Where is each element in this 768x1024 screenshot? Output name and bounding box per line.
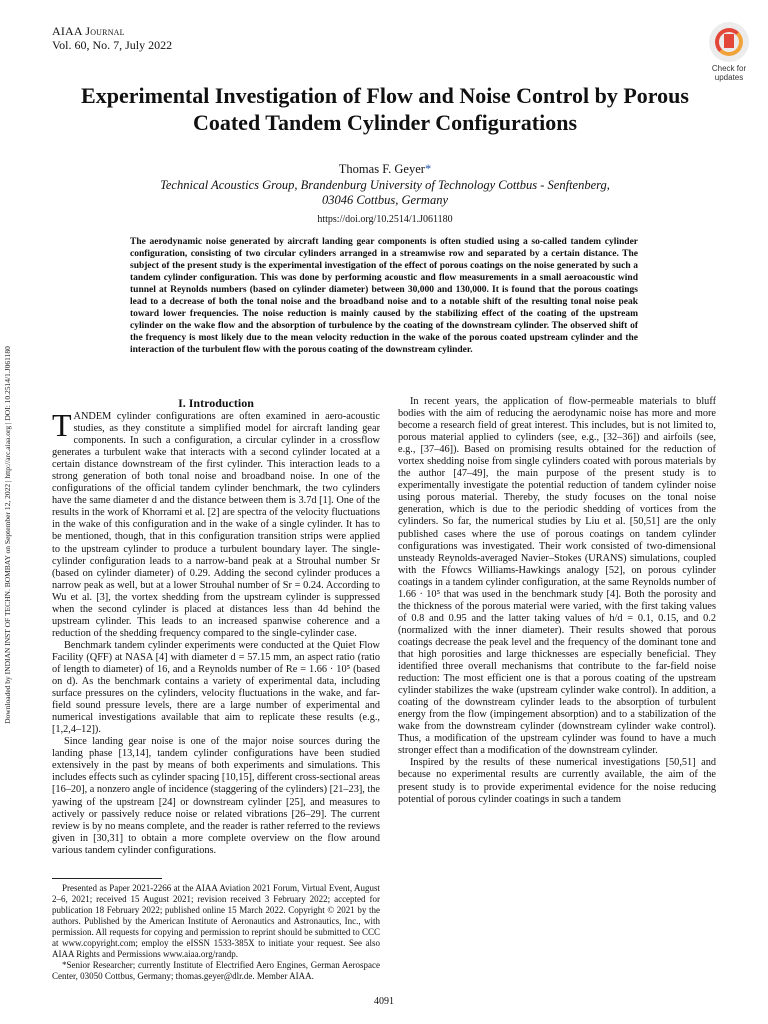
affiliation: Technical Acoustics Group, Brandenburg University of Technology Cottbus - Senftenberg, 03046 Cottbus, Germany — [160, 178, 610, 207]
footnote-publication: Presented as Paper 2021-2266 at the AIAA Aviation 2021 Forum, Virtual Event, August 2–6, 2021; received 15 August 2021; revision received 3 February 2022; accepted for publication 18 February 2022; published online 15 March 2022. Copyright © 2021 by the authors. Published by the American Institute of Aeronautics and Astronautics, Inc., with permission. All requests for copying and permission to reprint should be submitted to CCC at www.copyright.com; employ the eISSN 1533-385X to initiate your request. See also AIAA Rights and Permissions www.aiaa.org/randp. — [52, 883, 380, 959]
paper-title: Experimental Investigation of Flow and Noise Control by Porous Coated Tandem Cylinder Configurations — [81, 83, 689, 135]
footnote-rule — [52, 878, 162, 879]
footnotes — [52, 883, 380, 982]
intro-paragraph-4: In recent years, the application of flow-permeable materials to bluff bodies with the aim of reducing the aerodynamic noise has more and more become a research field of great interest. This includes, but is not limited to, porous material applied to cylinders (see, e.g., [32–36]) and airfoils (see, e.g., [37–46]). Based on promising results obtained for the reduction of vortex shedding noise from single cylinders coated with porous materials by the author [47–49], the main purpose of the present study is to experimentally investigate the potential reduction of tandem cylinder noise using porous material. Thereby, the study focuses on the tonal noise generation, which is due to the periodic shedding of vortices from the cylinders. So far, the numerical studies by Liu et al. [50,51] are the only published cases where the use of porous coatings on tandem cylinder configurations was investigated. Their work consisted of two-dimensional unsteady Reynolds-averaged Navier–Stokes (URANS) simulations, coupled with the Ffowcs Williams-Hawkings analogy [52], on porous cylinder coatings in a tandem cylinder configuration, at the same Reynolds number of 1.66 · 10⁵ that was used in the benchmark study [4]. Both the porosity and the thickness of the porous material were varied, with the first taking values of 0.8 and 0.95 and the latter taking values of h/d = 0.1, 0.15, and 0.2 (normalized with the inner diameter). Their results showed that porous coatings decrease the peak level and the frequency of the dominant tone and that high porosities and large thicknesses are especially beneficial. They identified three overall mechanisms that contribute to the far-field noise reduction: The most efficient one is that a porous coating of the upstream cylinder stabilizes the wake (upstream cylinder wake control). In addition, a coating of the downstream cylinder leads to the absorption of turbulent energy from the flow (impingement absorption) and to a stabilization of the wake from the downstream cylinder (downstream cylinder wake control). Thus, a modification of the upstream cylinder was found to have a much stronger effect than a modification of the downstream cylinder. — [398, 396, 716, 757]
author-footnote-mark[interactable]: * — [424, 162, 432, 176]
doi-link[interactable]: https://doi.org/10.2514/1.J061180 — [317, 214, 453, 225]
left-column — [52, 396, 380, 857]
check-for-updates-badge[interactable] — [696, 22, 762, 82]
journal-header — [52, 24, 172, 52]
section-heading: I. Introduction — [178, 396, 254, 410]
check-updates-icon — [709, 22, 749, 62]
footnote-author: *Senior Researcher; currently Institute of Electrified Aero Engines, German Aerospace Center, 03050 Cottbus, Germany; thomas.geyer@dlr.de. Member AIAA. — [52, 960, 380, 981]
badge-label: Check for updates — [711, 64, 747, 82]
intro-paragraph-5: Inspired by the results of these numerical investigations [50,51] and because no experimental results are currently available, the aim of the present study is to provide experimental evidence for the noise reducing potential of porous cylinder coatings in such a tandem — [398, 757, 716, 805]
page-number: 4091 — [374, 996, 394, 1007]
dropcap: T — [52, 407, 72, 443]
download-sidebar-note: Downloaded by INDIAN INST OF TECHN. BOMBAY on September 12, 2022 | http://arc.aiaa.org | DOI: 10.2514/1.J061180 — [3, 346, 12, 724]
journal-volume: Vol. 60, No. 7, July 2022 — [52, 38, 173, 52]
journal-name: AIAA Journal — [52, 24, 125, 38]
right-column — [398, 396, 716, 806]
intro-paragraph-1: TANDEM cylinder configurations are often examined in aero-acoustic studies, as they constitute a simplified model for aircraft landing gear components. In such a configuration, a circular cylinder in a crossflow generates a turbulent wake that interacts with a second cylinder located at a certain distance downstream of the first cylinder. This interaction leads to a strong generation of both tonal noise and broadband noise. In one of the configurations of the official tandem cylinder benchmark, the two cylinders have the same diameter d and the distance between them is 3.7d [1]. One of the results in the work of Khorrami et al. [2] are spectra of the velocity fluctuations in the wake of this configuration and in the wake of a single cylinder. It has to be mentioned, though, that in this configuration transition strips were applied to the upstream cylinder to produce a turbulent boundary layer. The single-cylinder configuration leads to a narrow-band peak at a Strouhal number Sr (based on cylinder diameter) of 0.29. Adding the second cylinder produces a narrow peak as well, but at a lower Strouhal number of Sr = 0.24. According to Wu et al. [3], the vortex shedding from the upstream cylinder is suppressed when the second cylinder is placed at distances less than 4d behind the upstream cylinder. This leads to an increased spanwise coherence and a reduction of the shedding frequency compared to the single-cylinder case. — [52, 407, 380, 639]
author-name: Thomas F. Geyer — [338, 162, 425, 176]
abstract: The aerodynamic noise generated by aircraft landing gear components is often studied using a so-called tandem cylinder configuration, consisting of two circular cylinders arranged in a streamwise row and separated by a certain distance. The subject of the present study is the experimental investigation of the effect of porous coatings on the noise generated by such a tandem cylinder configuration. This was done by performing acoustic and flow measurements in a small aeroacoustic wind tunnel at Reynolds numbers (based on cylinder diameter) between 30,000 and 130,000. It is found that the porous coatings lead to a decrease of both the tonal noise and the broadband noise and to a notable shift of the resulting tonal noise peak toward lower frequencies. The noise reduction is mainly caused by the stabilizing effect of the coating of the upstream cylinder on the wake flow and the absorption of turbulence by the coating of the downstream cylinder. The observed shift of the frequency is most likely due to the mean velocity reduction in the wake of the porous coated upstream cylinder and the interaction of the turbulent flow with the porous coating of the downstream cylinder. — [130, 237, 638, 355]
intro-paragraph-2: Benchmark tandem cylinder experiments were conducted at the Quiet Flow Facility (QFF) at NASA [4] with diameter d = 57.15 mm, an aspect ratio (ratio of length to diameter) of 16, and a Reynolds number of Re = 1.66 · 10⁵ (based on d). As the benchmark contains a variety of experimental data, including surface pressures on the cylinders, velocity fluctuations in the wake, and far-field sound pressure levels, there are a large number of experimental and numerical investigations available that aim to replicate these results (e.g., [1,2,4–12]). — [52, 639, 380, 736]
intro-paragraph-3: Since landing gear noise is one of the major noise sources during the landing phase [13,14], tandem cylinder configurations have been studied extensively in the past by means of both experiments and simulations. This includes effects such as cylinder spacing [10,15], different cross-sectional areas [16–20], a nonzero angle of incidence (staggering of the cylinders) [21–23], the yawing of the upstream [24] or downstream cylinder [25], and measures to actively or passively reduce noise or related vibrations [26–29]. The current review is by no means complete, and the reader is rather referred to the reviews given in [30,31] to obtain a more complete overview on the flow around various tandem cylinder configurations. — [52, 736, 380, 856]
author-line — [60, 162, 710, 177]
